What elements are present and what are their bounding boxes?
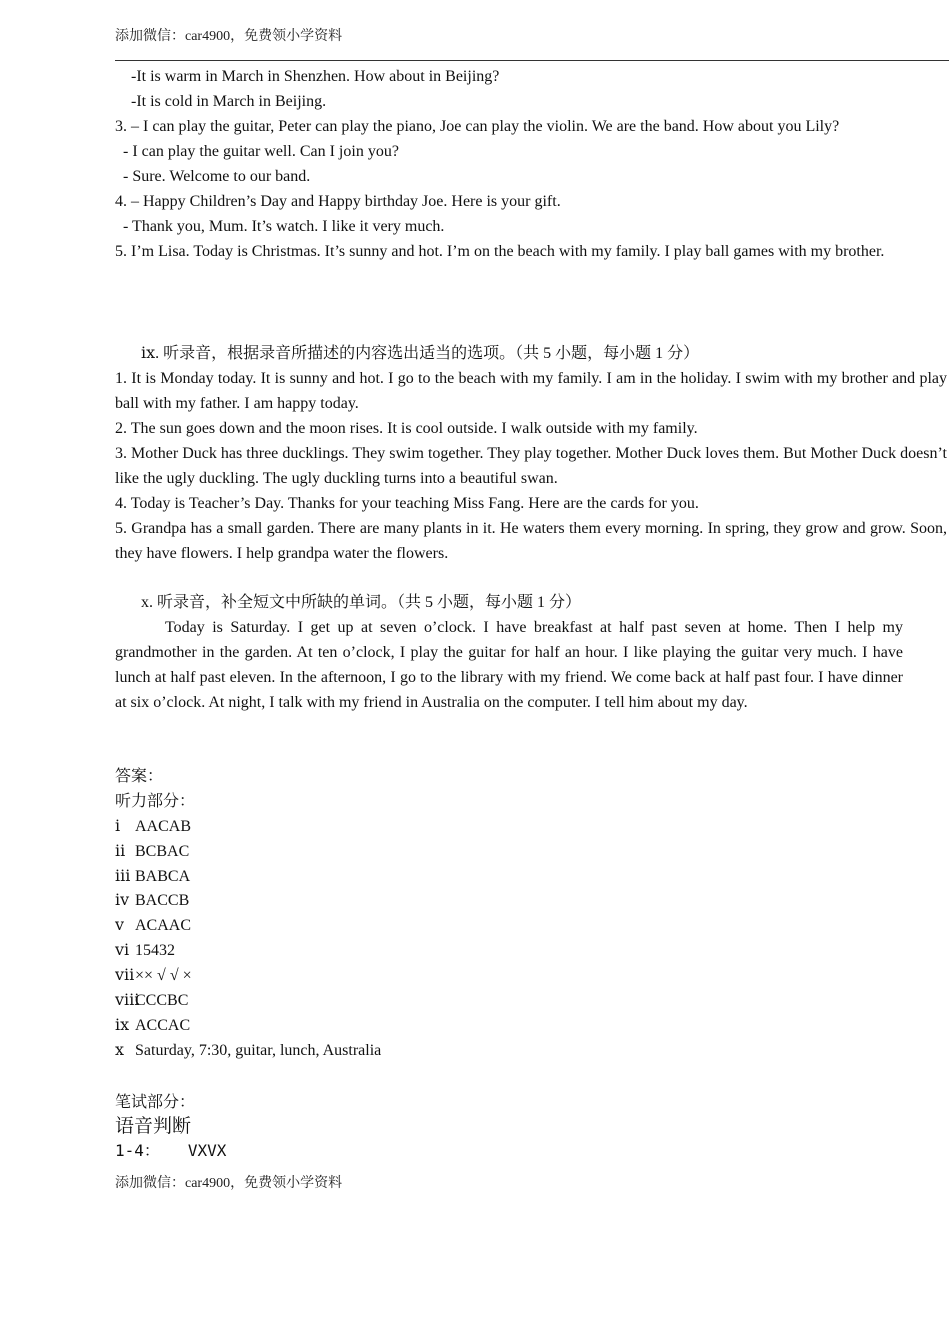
dialogue-line: - Sure. Welcome to our band. (123, 168, 311, 185)
answer-value: Saturday, 7:30, guitar, lunch, Australia (135, 1041, 382, 1059)
answer-row (115, 865, 947, 890)
phonics-answer-label: 1-4： (115, 1141, 160, 1160)
dialogue-line: - I can play the guitar well. Can I join you? (123, 143, 399, 160)
answer-row (115, 840, 947, 865)
answers-section (115, 765, 947, 1064)
answer-value: AACAB (135, 817, 192, 835)
phonics-title: 语音判断 (115, 1116, 192, 1137)
answer-label: ⅰ (115, 817, 121, 835)
answer-label: ⅷ (115, 992, 140, 1010)
answer-row (115, 889, 947, 914)
answer-value: BACCB (135, 892, 190, 910)
section-ix-title: ⅸ. 听录音，根据录音所描述的内容选出适当的选项。（共 5 小题，每小题 1 分） (141, 345, 700, 362)
answer-label: ⅹ (115, 1041, 125, 1059)
section-ix-item: 2. The sun goes down and the moon rises. It is cool outside. I walk outside with my family. (115, 420, 698, 437)
answer-row (115, 989, 947, 1014)
page-footer: 添加微信：car4900，免费领小学资料 (115, 1176, 343, 1191)
answer-row (115, 914, 947, 939)
phonics-answer (115, 1139, 947, 1163)
answer-value: 15432 (135, 942, 175, 960)
answer-label: ⅱ (115, 842, 126, 860)
written-section (115, 1090, 947, 1163)
answer-label: ⅲ (115, 867, 131, 885)
dialogue-line: -It is cold in March in Beijing. (131, 93, 327, 110)
dialogue-line: 4. – Happy Children’s Day and Happy birthday Joe. Here is your gift. (115, 193, 561, 210)
answer-value: ×× √ √ × (135, 967, 192, 985)
dialogue-line: -It is warm in March in Shenzhen. How about in Beijing? (131, 68, 500, 85)
answer-value: ACCAC (135, 1016, 191, 1034)
page-header: 添加微信：car4900，免费领小学资料 (115, 29, 343, 44)
section-x (115, 590, 903, 715)
section-ix-item: 4. Today is Teacher’s Day. Thanks for your teaching Miss Fang. Here are the cards for you. (115, 495, 699, 512)
answer-row (115, 815, 947, 840)
answer-row (115, 964, 947, 989)
dialogue-line: 5. I’m Lisa. Today is Christmas. It’s sunny and hot. I’m on the beach with my family. I play ball games with my brother. (115, 243, 885, 260)
written-title: 笔试部分： (115, 1094, 196, 1111)
section-x-passage: Today is Saturday. I get up at seven o’clock. I have breakfast at half past seven at home. Then I help my grandmother in the garden. At ten o’clock, I play the guitar for half an hour. I like playing the guitar very much. I have lunch at half past eleven. In the afternoon, I go to the library with my friend. We come back at half past four. I have dinner at six o’clock. At night, I talk with my friend in Australia on the computer. I tell him about my day. (115, 619, 903, 711)
section-ix-item: 5. Grandpa has a small garden. There are many plants in it. He waters them every morning. In spring, they grow and grow. Soon, they have flowers. I help grandpa water the flowers. (115, 520, 947, 562)
answer-label: ⅸ (115, 1016, 130, 1034)
answer-row (115, 1039, 947, 1064)
section-x-title: x. 听录音，补全短文中所缺的单词。（共 5 小题，每小题 1 分） (141, 594, 582, 611)
section-ix-item: 1. It is Monday today. It is sunny and hot. I go to the beach with my family. I am in the holiday. I swim with my brother and play ball with my father. I am happy today. (115, 370, 947, 412)
answers-title: 答案： (115, 768, 164, 785)
answer-row (115, 939, 947, 964)
answer-value: BABCA (135, 867, 191, 885)
section-ix (115, 341, 947, 566)
answer-value: BCBAC (135, 842, 190, 860)
dialogue-line: - Thank you, Mum. It’s watch. I like it very much. (123, 218, 445, 235)
answer-label: ⅴ (115, 917, 125, 935)
answer-value: CCCBC (135, 992, 189, 1010)
section-ix-item: 3. Mother Duck has three ducklings. They swim together. They play together. Mother Duck loves them. But Mother Duck doesn’t like the ugly duckling. The ugly duckling turns into a beautiful swan. (115, 445, 947, 487)
header-divider (115, 60, 949, 61)
dialogue-section (115, 64, 947, 264)
phonics-answer-value: VXVX (187, 1141, 227, 1160)
dialogue-line: 3. – I can play the guitar, Peter can play the piano, Joe can play the violin. We are the band. How about you Lily? (115, 118, 840, 135)
answer-label: ⅵ (115, 942, 130, 960)
answer-label: ⅳ (115, 892, 130, 910)
answer-label: ⅶ (115, 967, 135, 985)
answer-value: ACAAC (135, 917, 192, 935)
answer-row (115, 1014, 947, 1039)
listening-title: 听力部分： (115, 792, 196, 810)
